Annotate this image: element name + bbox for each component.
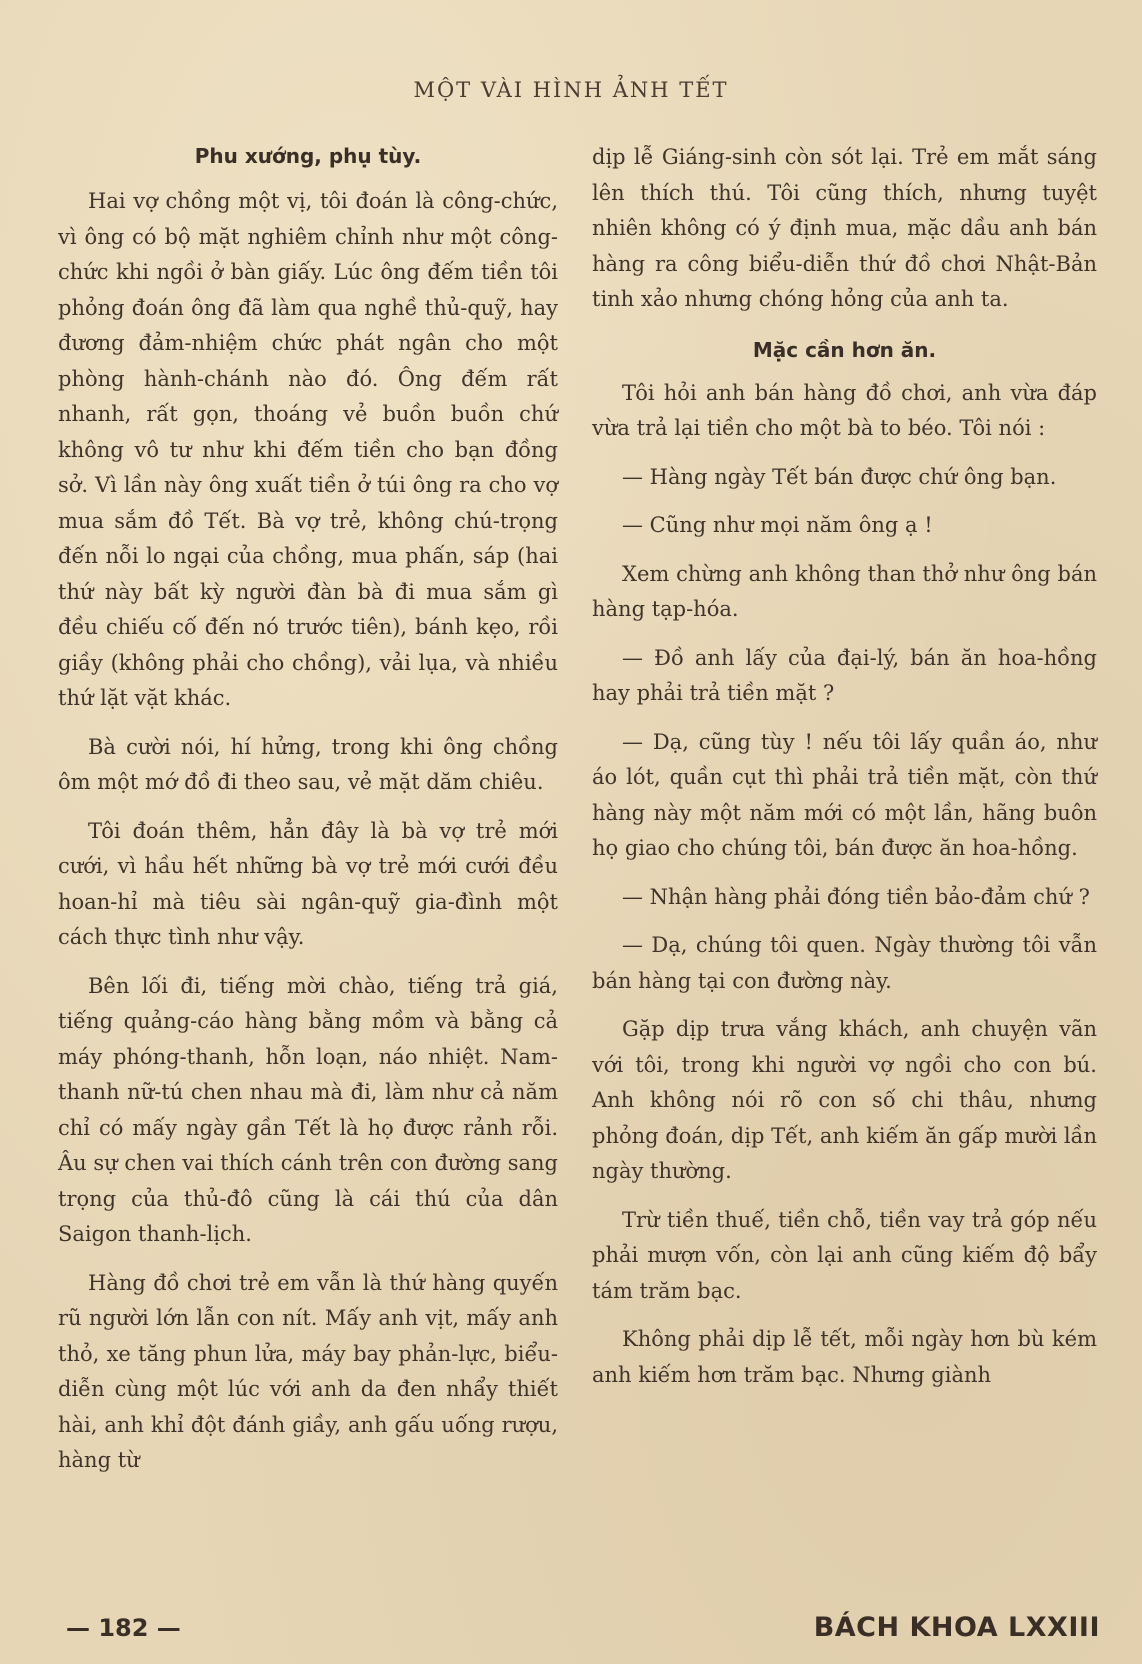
dialogue-line: — Hàng ngày Tết bán được chứ ông bạn. [622,464,1057,489]
dialogue-line: — Dạ, cũng tùy ! nếu tôi lấy quần áo, như áo lót, quần cụt thì phải trả tiền mặt, còn thứ hàng này một năm mới có một lần, hãng buôn họ giao cho chúng tôi, bán được ăn hoa-hồng. [592,729,1097,860]
dialogue-line: — Nhận hàng phải đóng tiền bảo-đảm chứ ? [622,884,1090,909]
right-column [592,140,1097,1406]
paragraph: Tôi hỏi anh bán hàng đồ chơi, anh vừa đáp vừa trả lại tiền cho một bà to béo. Tôi nói : [592,380,1097,440]
running-header: MỘT VÀI HÌNH ẢNH TẾT [413,78,729,102]
magazine-name: BÁCH KHOA LXXIII [813,1612,1100,1643]
paragraph: Bà cười nói, hí hửng, trong khi ông chồng ôm một mớ đồ đi theo sau, vẻ mặt dăm chiêu. [58,734,558,794]
paragraph: Xem chừng anh không than thở như ông bán hàng tạp-hóa. [592,561,1097,621]
dialogue-line: — Cũng như mọi năm ông ạ ! [622,513,933,537]
paragraph: Trừ tiền thuế, tiền chỗ, tiền vay trả góp nếu phải mượn vốn, còn lại anh cũng kiếm độ bẩy tám trăm bạc. [592,1207,1097,1303]
continued-paragraph: dịp lễ Giáng-sinh còn sót lại. Trẻ em mắt sáng lên thích thú. Tôi cũng thích, nhưng tuyệt nhiên không có ý định mua, mặc dầu anh bán hàng ra công biểu-diễn thứ đồ chơi Nhật-Bản tinh xảo nhưng chóng hỏng của anh ta. [592,145,1097,311]
paragraph: Hai vợ chồng một vị, tôi đoán là công-chức, vì ông có bộ mặt nghiêm chỉnh như một công-chức khi ngồi ở bàn giấy. Lúc ông đếm tiền tôi phỏng đoán ông đã làm qua nghề thủ-quỹ, hay đương đảm-nhiệm chức phát ngân cho một phòng hành-chánh nào đó. Ông đếm rất nhanh, rất gọn, thoáng vẻ buồn buồn chứ không vô tư như khi đếm tiền cho bạn đồng sở. Vì lần này ông xuất tiền ở túi ông ra cho vợ mua sắm đồ Tết. Bà vợ trẻ, không chú-trọng đến nỗi lo ngại của chồng, mua phấn, sáp (hai thứ này bất kỳ người đàn bà đi mua sắm gì đều chiếu cố đến nó trước tiên), bánh kẹo, rồi giầy (không phải cho chồng), vải lụa, và nhiều thứ lặt vặt khác. [58,189,558,710]
section-title-left: Phu xướng, phụ tùy. [194,144,422,168]
section-title-right: Mặc cần hơn ăn. [752,337,937,362]
paragraph: Gặp dịp trưa vắng khách, anh chuyện vãn với tôi, trong khi người vợ ngồi cho con bú. Anh không nói rõ con số chi thâu, nhưng phỏng đoán, dịp Tết, anh kiếm ăn gấp mười lần ngày thường. [592,1017,1097,1183]
dialogue-line: — Đồ anh lấy của đại-lý, bán ăn hoa-hồng hay phải trả tiền mặt ? [592,645,1097,705]
dialogue-line: — Dạ, chúng tôi quen. Ngày thường tôi vẫn bán hàng tại con đường này. [592,933,1097,993]
paragraph: Không phải dịp lễ tết, mỗi ngày hơn bù kém anh kiếm hơn trăm bạc. Nhưng giành [592,1327,1097,1387]
page-number: — 182 — [66,1614,181,1642]
paragraph: Bên lối đi, tiếng mời chào, tiếng trả giá, tiếng quảng-cáo hàng bằng mồm và bằng cả máy phóng-thanh, hỗn loạn, náo nhiệt. Nam-thanh nữ-tú chen nhau mà đi, làm như cả năm chỉ có mấy ngày gần Tết là họ được rảnh rỗi. Âu sự chen vai thích cánh trên con đường sang trọng của thủ-đô cũng là cái thú của dân Saigon thanh-lịch. [58,973,558,1246]
paragraph: Tôi đoán thêm, hẳn đây là bà vợ trẻ mới cưới, vì hầu hết những bà vợ trẻ mới cưới đều hoan-hỉ mà tiêu sài ngân-quỹ gia-đình một cách thực tình như vậy. [58,818,558,949]
left-column [58,138,558,1492]
paragraph: Hàng đồ chơi trẻ em vẫn là thứ hàng quyến rũ người lớn lẫn con nít. Mấy anh vịt, mấy anh thỏ, xe tăng phun lửa, máy bay phản-lực, biểu-diễn cùng một lúc với anh da đen nhẩy thiết hài, anh khỉ đột đánh giầy, anh gấu uống rượu, hàng từ [58,1270,558,1472]
